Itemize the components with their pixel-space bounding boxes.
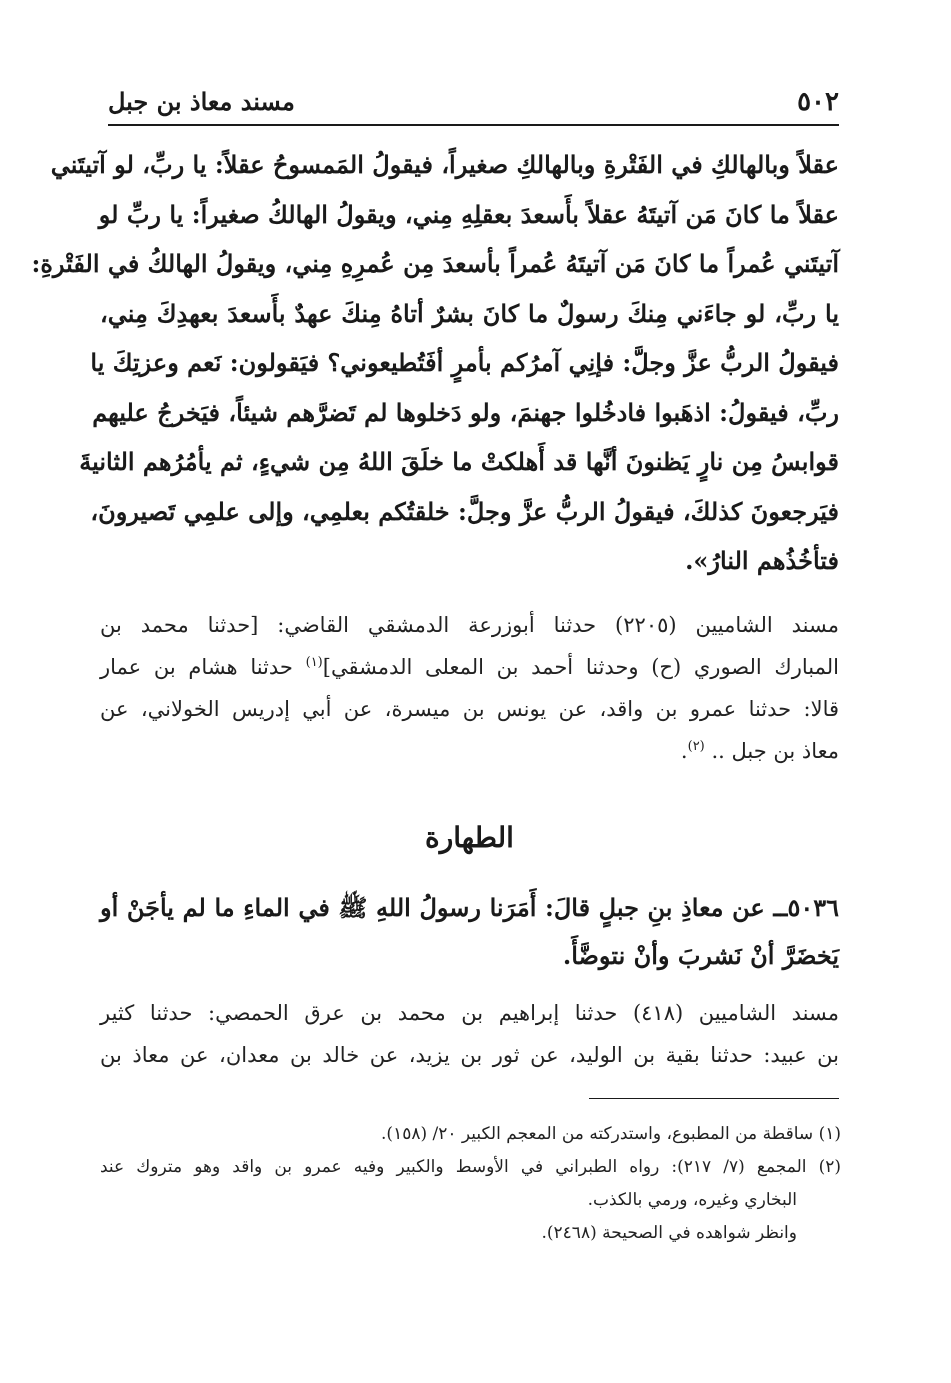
footnotes [100,1118,841,1250]
isnad-line: مسند الشاميين (٤١٨) حدثنا إبراهيم بن محمد بن عرق الحمصي: حدثنا كثير [100,1001,839,1025]
hadith-continuation-text [31,140,839,586]
footnote-reference: (٢) [687,739,705,754]
isnad-line [100,646,839,688]
isnad-line: قالا: حدثنا عمرو بن واقد، عن يونس بن ميسرة، عن أبي إدريس الخولاني، عن [100,697,839,721]
isnad-line: مسند الشاميين (٢٢٠٥) حدثنا أبوزرعة الدمشقي القاضي: [حدثنا محمد بن [100,613,839,637]
hadith-line: فتأخُذُهم النارُ». [685,546,839,575]
page-header [108,84,839,126]
running-title: مسند معاذ بن جبل [108,87,295,116]
isnad-paragraph-1 [100,604,839,772]
hadith-line: قوابسُ مِن نارٍ يَظنونَ أنَّها قد أَهلكتْ ما خلَقَ اللهُ مِن شيءٍ، ثم يأمُرُهم الثانيةَ [79,447,839,476]
footnote-divider [589,1098,839,1099]
hadith-line: ٥٠٣٦ــ عن معاذِ بنِ جبلٍ قالَ: أَمَرَنا رسولُ اللهِ ﷺ في الماءِ ما لم يأجَنْ أو [100,893,839,922]
footnote-item: وانظر شواهده في الصحيحة (٢٤٦٨). [541,1223,797,1243]
hadith-line: عقلاً وبالهالكِ في الفَتْرةِ وبالهالكِ صغيراً، فيقولُ المَمسوحُ عقلاً: يا ربِّ، لو آتيتَني [50,150,839,179]
hadith-line: فيَرجعونَ كذلكَ، فيقولُ الربُّ عزَّ وجلَّ: خلقتُكم بعلمِي، وإلى علمِي تَصيرونَ، [90,496,839,526]
footnote-item: (١) ساقطة من المطبوع، واستدركته من المعجم الكبير ٢٠/ (١٥٨). [381,1124,841,1144]
hadith-5036 [100,884,839,980]
isnad-line-segment: حدثنا هشام بن عمار [100,655,293,679]
footnote-item: (٢) المجمع (٧/ ٢١٧): رواه الطبراني في الأوسط والكبير وفيه عمرو بن واقد وهو متروك عند [100,1157,841,1177]
page-number: ٥٠٢ [797,87,839,117]
isnad-paragraph-2 [100,992,839,1076]
hadith-line: آتيتَني عُمراً ما كانَ مَن آتيتَهُ عُمراً بأسعدَ مِن عُمرِهِ مِني، ويقولُ الهالكُ في الفَتْرةِ: [31,249,839,278]
isnad-line-segment: معاذ بن جبل .. [711,739,839,763]
hadith-line: يَخضَرَّ أنْ نَشربَ وأنْ نتوضَّأَ. [562,941,839,970]
isnad-line: بن عبيد: حدثنا بقية بن الوليد، عن ثور بن يزيد، عن خالد بن معدان، عن معاذ بن [100,1043,839,1067]
footnote-item: البخاري وغيره، ورمي بالكذب. [587,1190,797,1210]
hadith-line: فيقولُ الربُّ عزَّ وجلَّ: فإنِي آمرُكم بأمرٍ أفَتُطيعوني؟ فيَقولون: نَعم وعزتِكَ يا [90,348,839,377]
footnote-reference: (١) [305,655,323,670]
section-heading: الطهارة [425,821,514,854]
isnad-line: معاذ بن جبل .. $^{(٢)}$. [680,739,839,763]
isnad-line-segment: المبارك الصوري (ح) وحدثنا أحمد بن المعلى الدمشقي] [322,655,839,679]
hadith-line: يا ربِّ، لو جاءَني مِنكَ رسولٌ ما كانَ بشرٌ أتاهُ مِنكَ عهدٌ بأَسعدَ بعهدِكَ مِني، [100,298,839,328]
hadith-line: عقلاً ما كانَ مَن آتيتَهُ عقلاً بأَسعدَ بعقلِهِ مِني، ويقولُ الهالكُ صغيراً: يا ربِّ لو [98,199,839,229]
hadith-line: ربِّ، فيقولُ: اذهَبوا فادخُلوا جهنمَ، ولو دَخلوها لم تَضرَّهم شيئاً، فيَخرجُ عليهم [92,397,839,427]
